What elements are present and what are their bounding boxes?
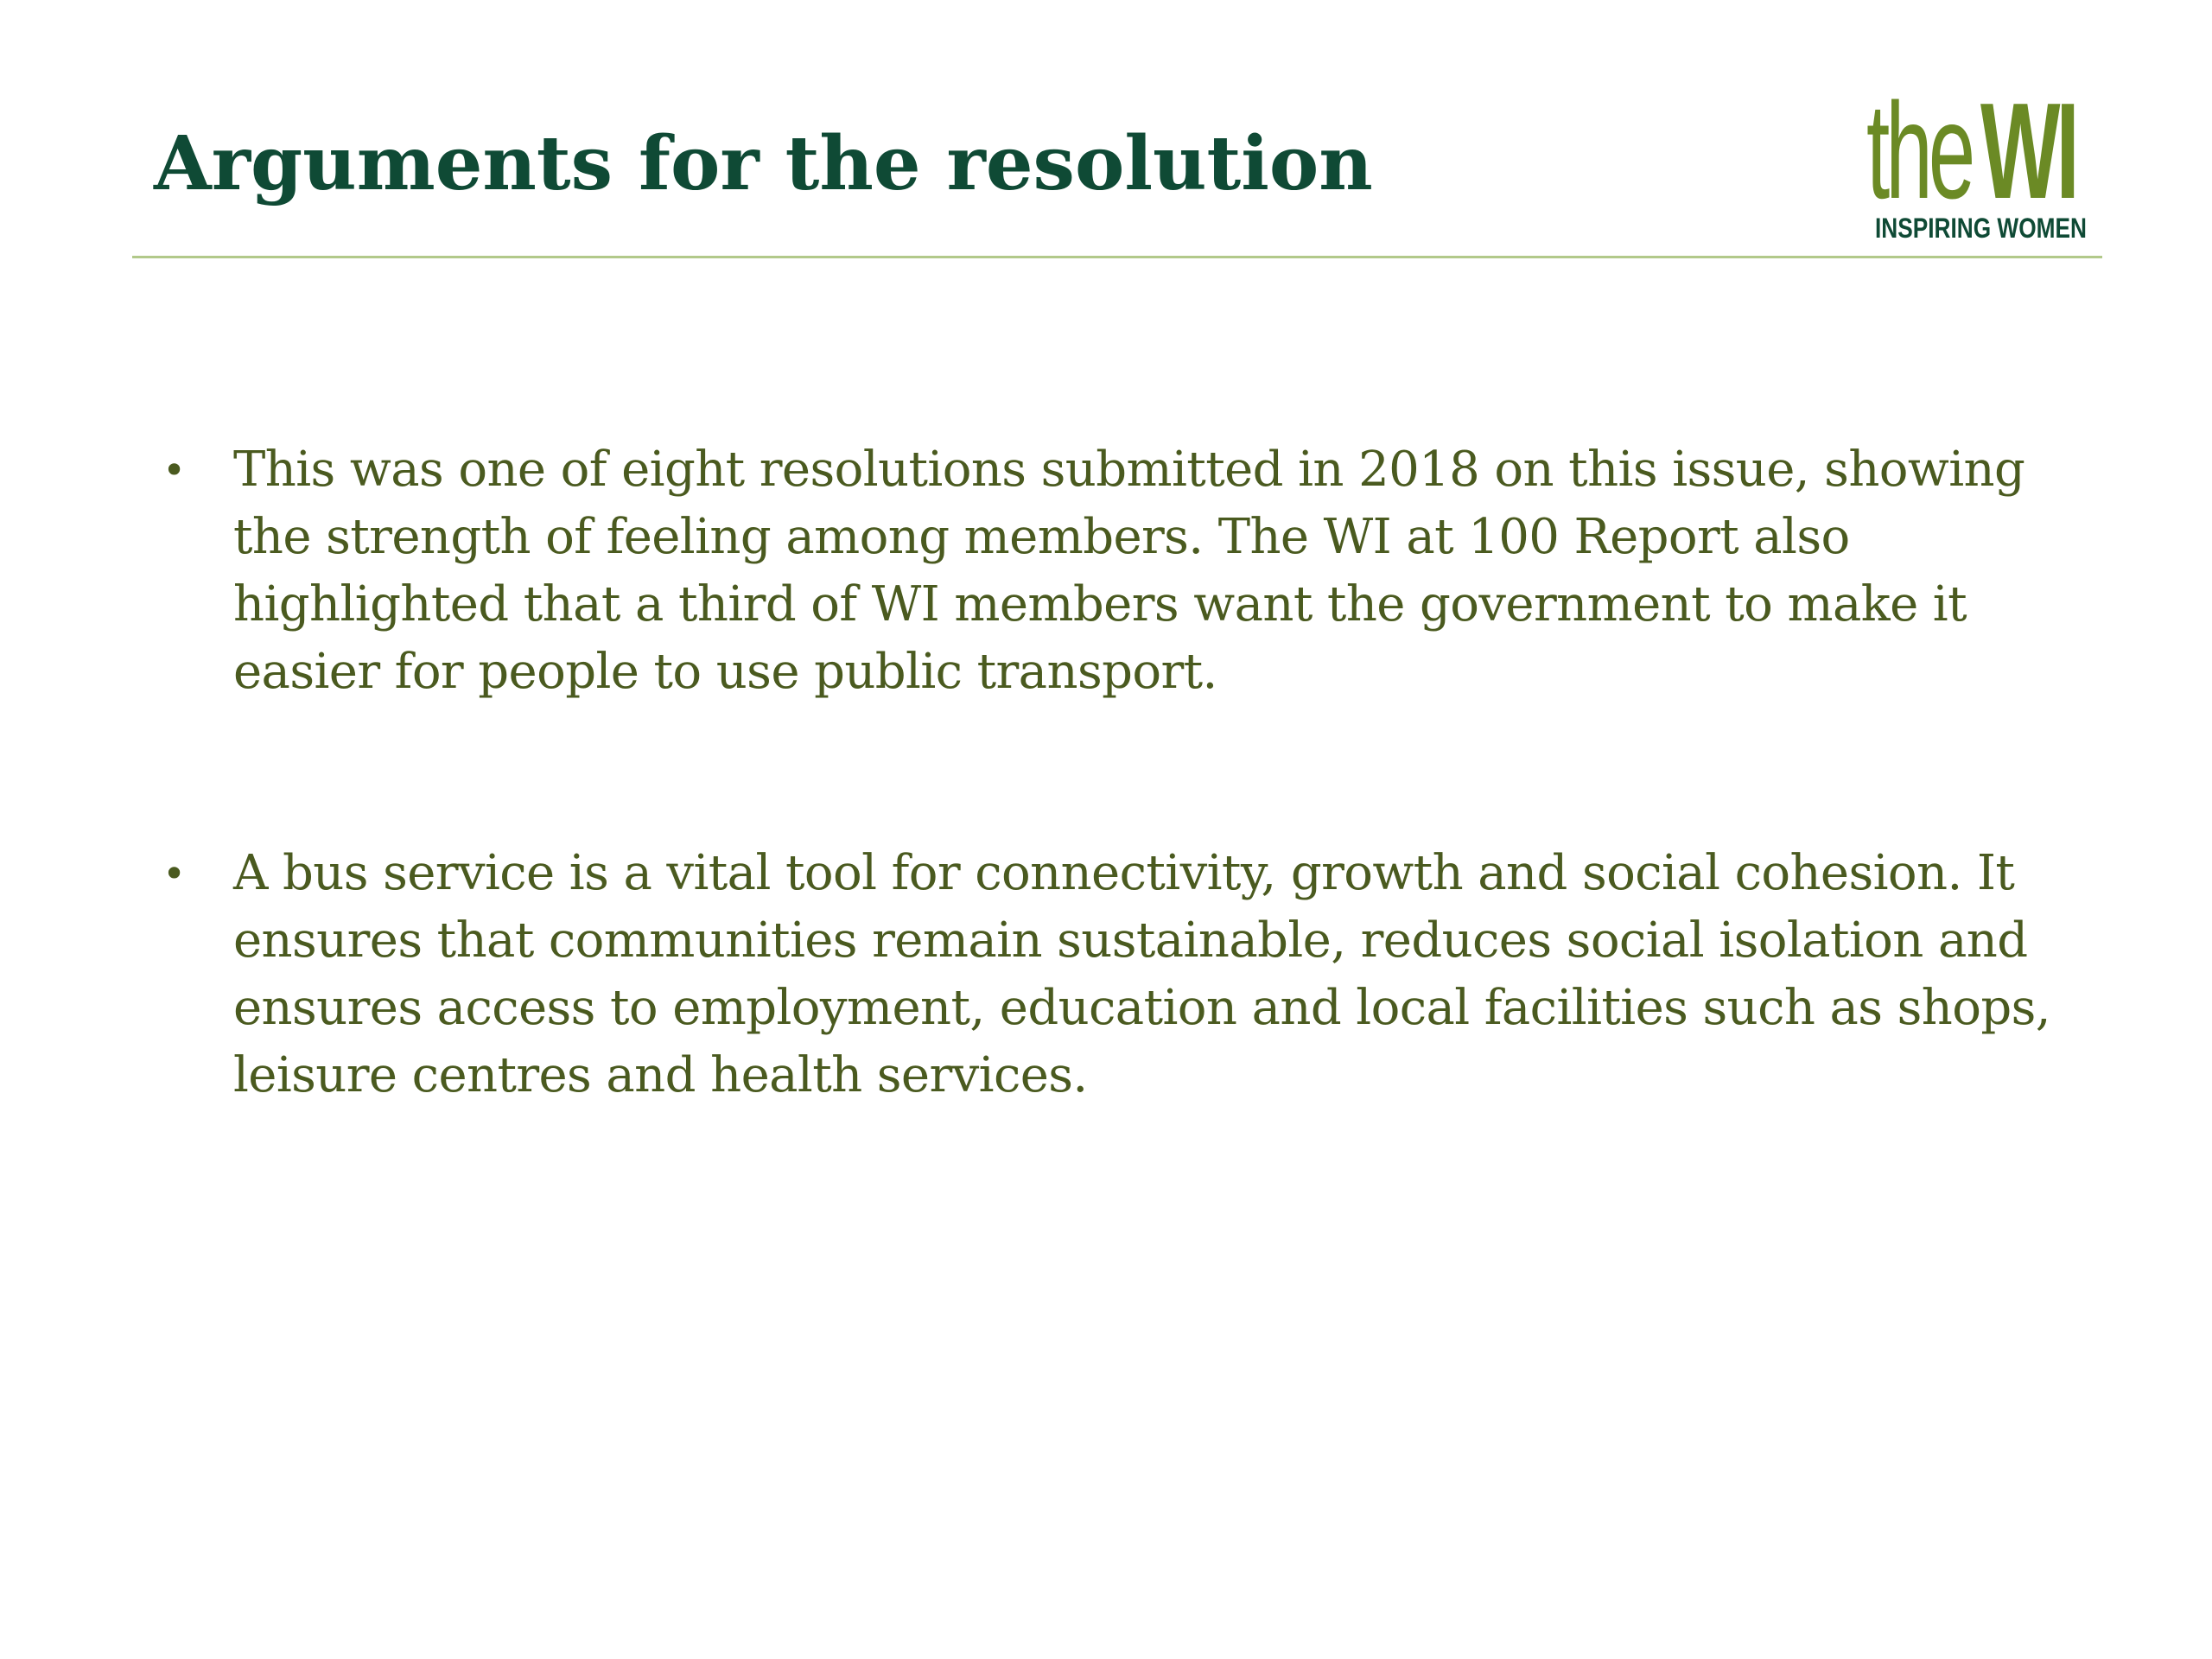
- bullet-list: [154, 436, 2089, 1109]
- title-divider: [132, 256, 2102, 258]
- slide-title: Arguments for the resolution: [154, 120, 1373, 207]
- bullet-text: A bus service is a vital tool for connectivity, growth and social cohesion. It ensures that communities remain sustainable, reduces social isolation and ensures access to employment, education and local facilities such as shops, leisure centres and health services.: [233, 845, 2050, 1103]
- logo-tagline: INSPIRING WOMEN: [1875, 213, 2087, 244]
- bullet-item: [154, 840, 2089, 1109]
- bullet-text: This was one of eight resolutions submitted in 2018 on this issue, showing the strength of feeling among members. The WI at 100 Report also highlighted that a third of WI members want the government to make it easier for people to use public transport.: [233, 442, 2025, 700]
- bullet-marker: •: [162, 447, 186, 493]
- logo-wordmark-wi: WI: [1980, 75, 2075, 227]
- logo-wordmark-the: the: [1866, 75, 1972, 227]
- bullet-item: [154, 436, 2089, 706]
- logo-wordmark: [1866, 75, 2108, 227]
- bullet-marker: •: [162, 850, 186, 897]
- wi-logo: [1840, 75, 2126, 255]
